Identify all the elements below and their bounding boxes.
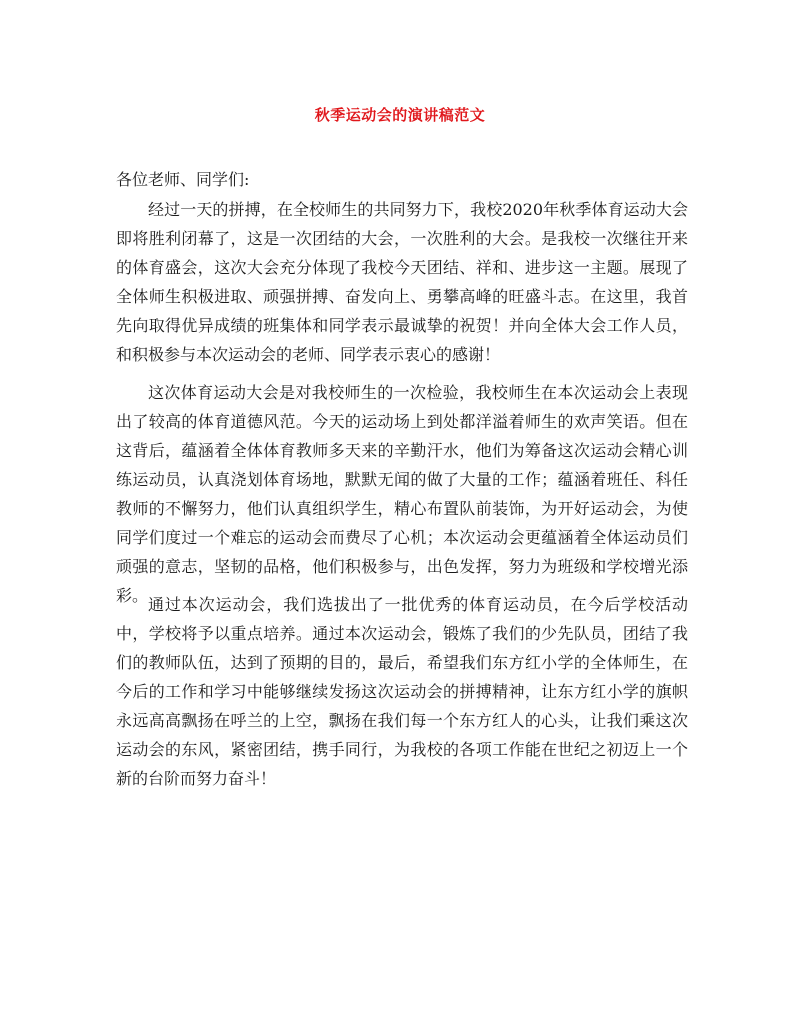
- body-paragraph-3: 通过本次运动会，我们选拔出了一批优秀的体育运动员，在今后学校活动中，学校将予以重点培养。通过本次运动会，锻炼了我们的少先队员，团结了我们的教师队伍，达到了预期的目的，最后，希望我们东方红小学的全体师生，在今后的工作和学习中能够继续发扬这次运动会的拼搏精神，让东方红小学的旗帜永远高高飘扬在呼兰的上空，飘扬在我们每一个东方红人的心头，让我们乘这次运动会的东风，紧密团结，携手同行，为我校的各项工作能在世纪之初迈上一个新的台阶而努力奋斗！: [116, 595, 688, 788]
- body-paragraph-1: 经过一天的拼搏，在全校师生的共同努力下，我校2020年秋季体育运动大会即将胜利闭幕了，这是一次团结的大会，一次胜利的大会。是我校一次继往开来的体育盛会，这次大会充分体现了我校今天团结、祥和、进步这一主题。展现了全体师生积极进取、顽强拼搏、奋发向上、勇攀高峰的旺盛斗志。在这里，我首先向取得优异成绩的班集体和同学表示最诚挚的祝贺！并向全体大会工作人员，和积极参与本次运动会的老师、同学表示衷心的感谢！: [116, 200, 688, 364]
- salutation: 各位老师、同学们:: [116, 170, 250, 189]
- document-title: 秋季运动会的演讲稿范文: [314, 106, 486, 124]
- body-paragraph-2: 这次体育运动大会是对我校师生的一次检验，我校师生在本次运动会上表现出了较高的体育道德风范。今天的运动场上到处都洋溢着师生的欢声笑语。但在这背后，蕴涵着全体体育教师多天来的辛勤汗水，他们为筹备这次运动会精心训练运动员，认真浇划体育场地，默默无闻的做了大量的工作；蕴涵着班任、科任教师的不懈努力，他们认真组织学生，精心布置队前装饰，为开好运动会，为使同学们度过一个难忘的运动会而费尽了心机；本次运动会更蕴涵着全体运动员们顽强的意志，坚韧的品格，他们积极参与，出色发挥，努力为班级和学校增光添彩。: [116, 383, 688, 605]
